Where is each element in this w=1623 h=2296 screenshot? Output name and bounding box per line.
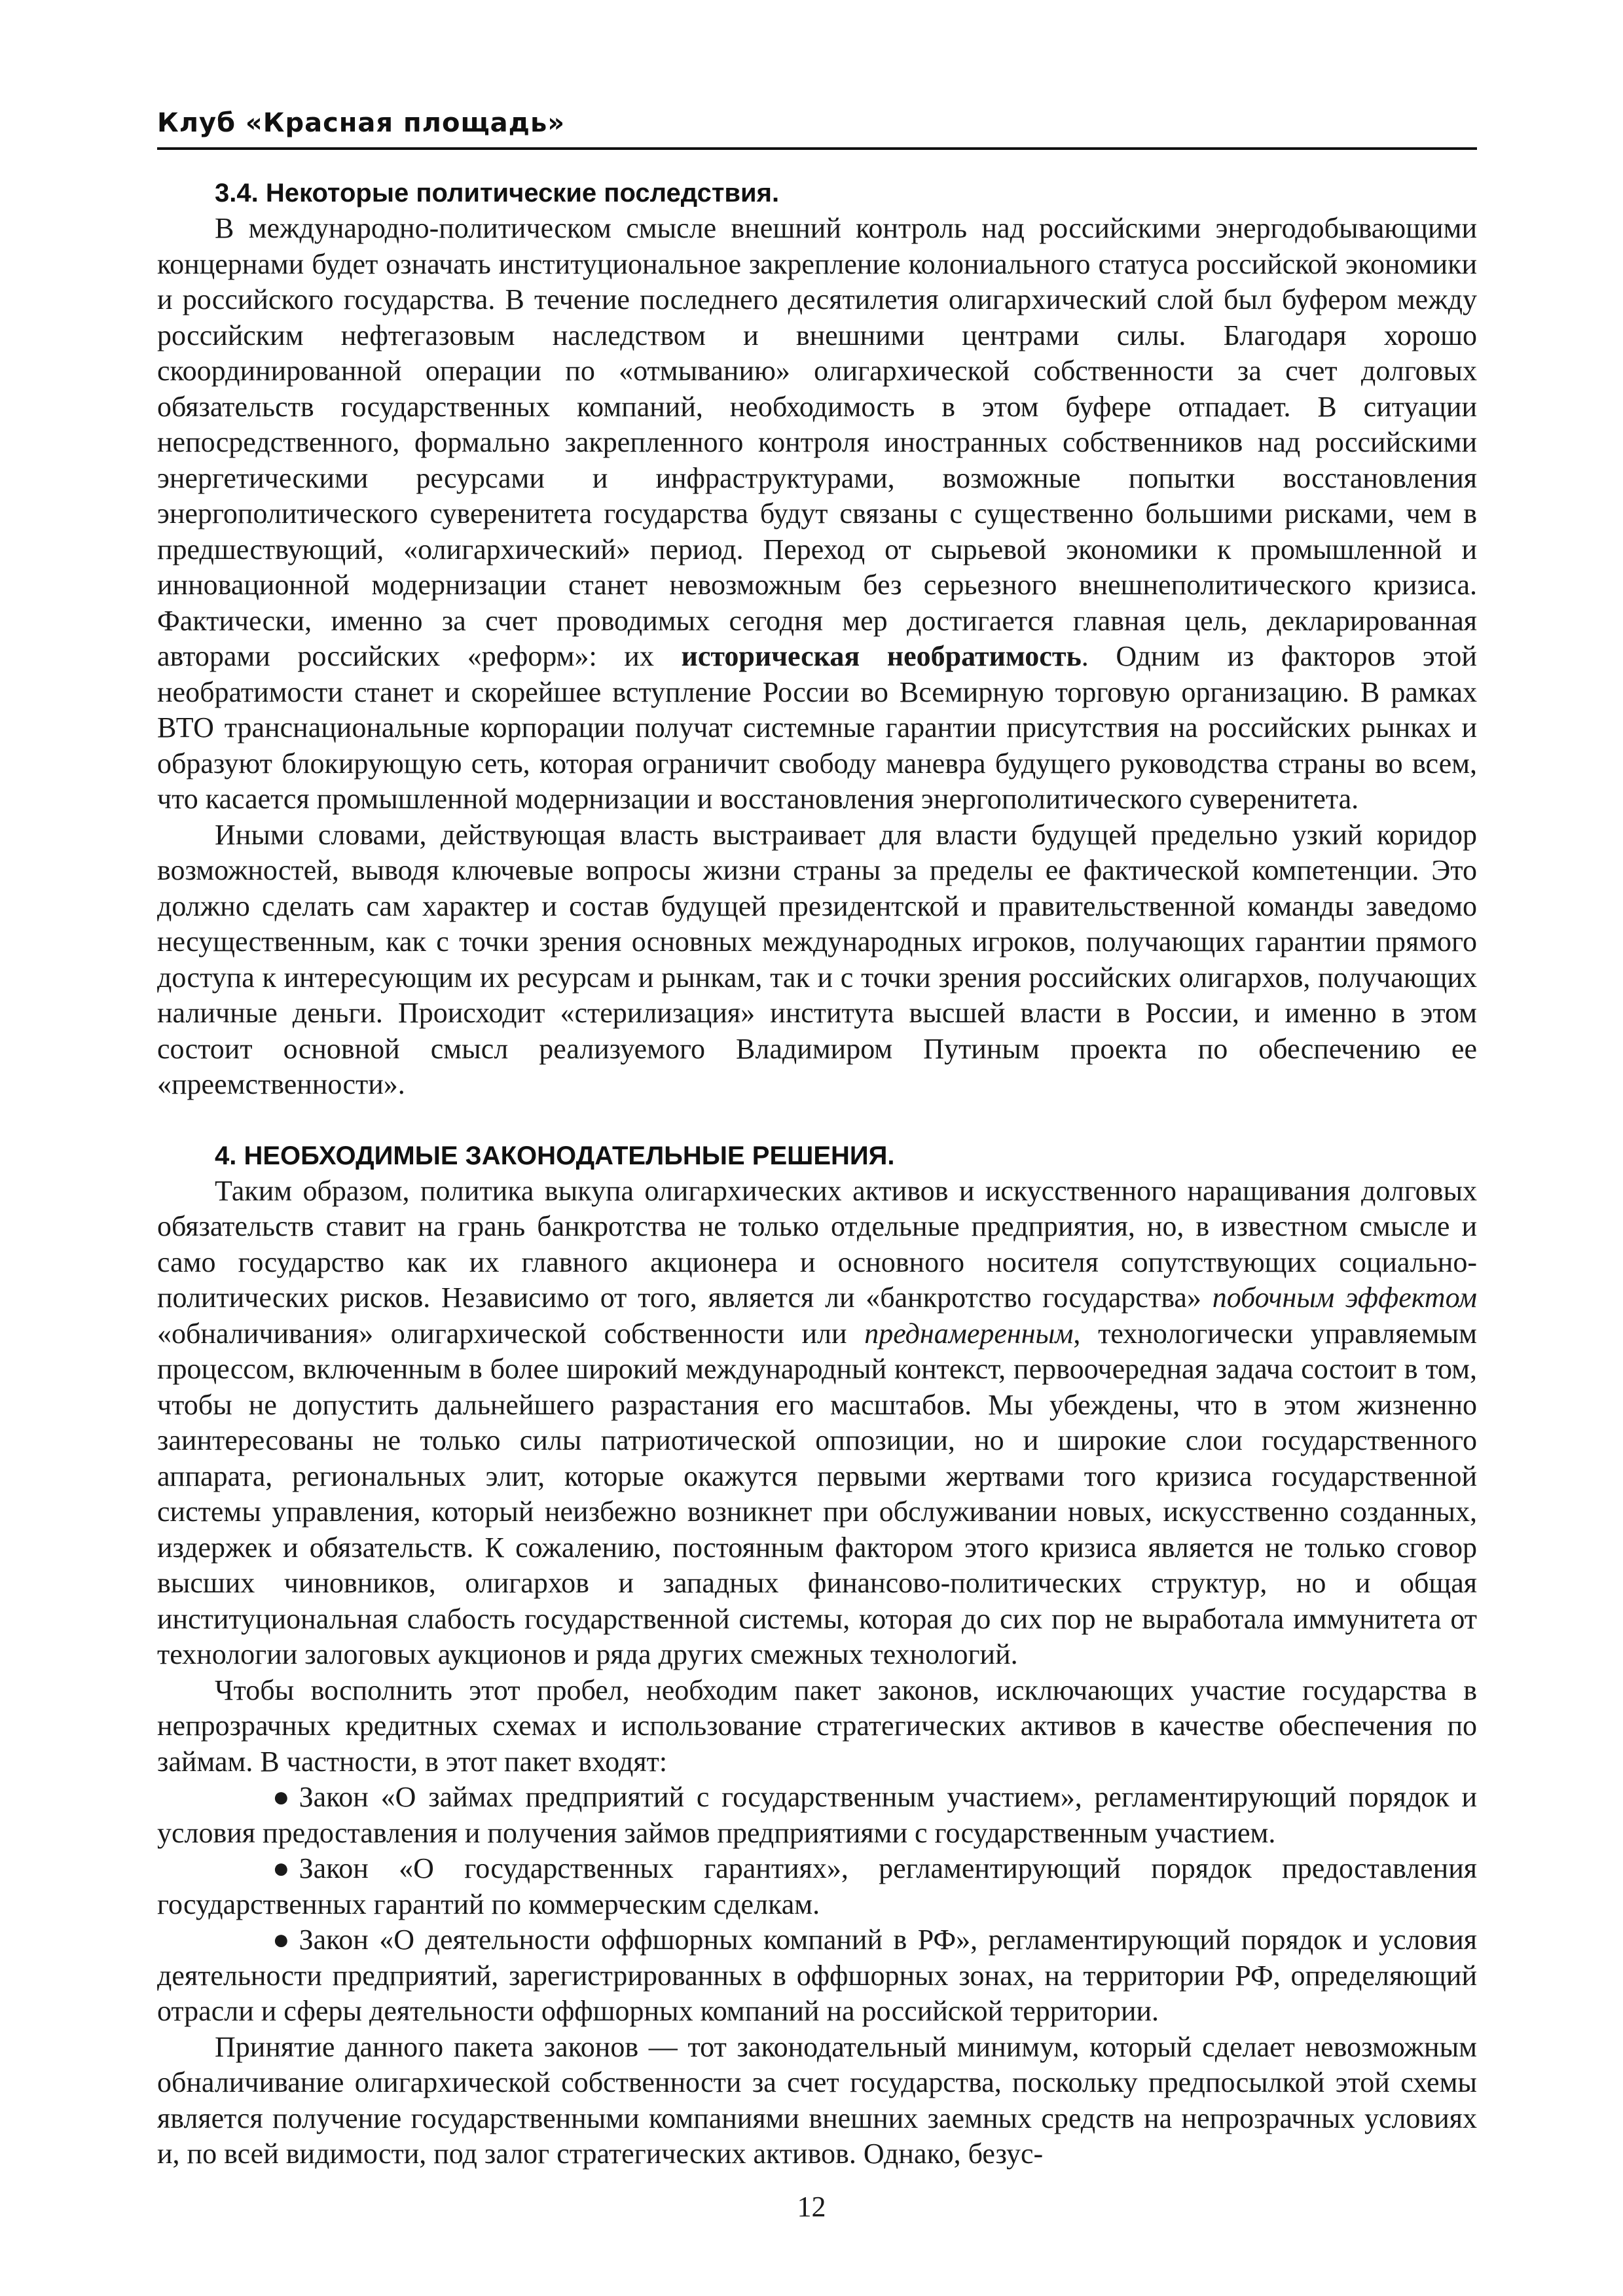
bullet-icon: ● xyxy=(272,1852,290,1884)
paragraph: Принятие данного пакета законов — тот законодательный минимум, который сделает невозможным обналичивание олигархической собственности за счет государства, поскольку предпосылкой этой схемы является получение государственными компаниями внешних заемных средств на непрозрачных условиях и, по всей видимости, под залог стратегических активов. Однако, безус- xyxy=(157,2030,1477,2170)
bullet-text: Закон «О государственных гарантиях», регламентирующий порядок предоставления государственных гарантий по коммерческим сделкам. xyxy=(157,1852,1477,1920)
bullet-icon: ● xyxy=(272,1781,290,1813)
italic-term: преднамеренным xyxy=(864,1317,1074,1350)
bullet-icon: ● xyxy=(272,1924,290,1956)
bold-term: историческая необратимость xyxy=(681,640,1082,672)
paragraph-text: , технологически управляемым процессом, включенным в более широкий международный контекст, первоочередная задача состоит в том, чтобы не допустить дальнейшего разрастания его масштабов. Мы убеждены, что в этом жизненно заинтересованы не только силы патриотической оппозиции, но и широкие слои государственного аппарата, региональных элит, которые окажутся первыми жертвами того кризиса государственной системы управления, который неизбежно возникнет при обслуживании новых, искусственно созданных, издержек и обязательств. К сожалению, постоянным фактором этого кризиса является не только сговор высших чиновников, олигархов и западных финансово-политических структур, но и общая институциональная слабость государственной системы, которая до сих пор не выработала иммунитета от технологии залоговых аукционов и ряда других смежных технологий. xyxy=(157,1317,1477,1670)
paragraph-text: . Одним из факторов этой необратимости станет и скорейшее вступление России во Всемирную торговую организацию. В рамках ВТО транснациональные корпорации получат системные гарантии присутствия на российских рынках и образуют блокирующую сеть, которая ограничит свободу маневра будущего руководства страны во всем, что касается промышленной модернизации и восстановления энергополитического суверенитета. xyxy=(157,640,1477,815)
paragraph: Иными словами, действующая власть выстраивает для власти будущей предельно узкий коридор возможностей, выводя ключевые вопросы жизни страны за пределы ее фактической компетенции. Это должно сделать сам характер и состав будущей президентской и правительственной команды заведомо несущественным, как с точки зрения основных международных игроков, получающих гарантии прямого доступа к интересующим их ресурсам и рынкам, так и с точки зрения российских олигархов, получающих наличные деньги. Происходит «стерилизация» института высшей власти в России, и именно в этом состоит основной смысл реализуемого Владимиром Путиным проекта по обеспечению ее «преемственности». xyxy=(157,818,1477,1100)
page-body xyxy=(157,175,1477,2172)
paragraph-text: Таким образом, политика выкупа олигархических активов и искусственного наращивания долговых обязательств ставит на грань банкротства не только отдельные предприятия, но, в известном смысле и само государство как их главного акционера и основного носителя сопутствующих социально-политических рисков. Независимо от того, является ли «банкротство государства» xyxy=(157,1174,1477,1314)
paragraph: Чтобы восполнить этот пробел, необходим пакет законов, исключающих участие государства в непрозрачных кредитных схемах и использование стратегических активов в качестве обеспечения по займам. В частности, в этот пакет входят: xyxy=(157,1674,1477,1778)
bullet-text: Закон «О деятельности оффшорных компаний в РФ», регламентирующий порядок и условия деятельности предприятий, зарегистрированных в оффшорных зонах, на территории РФ, определяющий отрасли и сферы деятельности оффшорных компаний на российской территории. xyxy=(157,1924,1477,2027)
header-rule xyxy=(157,147,1477,150)
paragraph-text: В международно-политическом смысле внешний контроль над российскими энергодобывающими концернами будет означать институциональное закрепление колониального статуса российской экономики и российского государства. В течение последнего десятилетия олигархический слой был буфером между российским нефтегазовым наследством и внешними центрами силы. Благодаря хорошо скоординированной операции по «отмыванию» олигархической собственности за счет долговых обязательств государственных компаний, необходимость в этом буфере отпадает. В ситуации непосредственного, формально закрепленного контроля иностранных собственников над российскими энергетическими ресурсами и инфраструктурами, возможные попытки восстановления энергополитического суверенитета государства будут связаны с существенно большими рисками, чем в предшествующий, «олигархический» период. Переход от сырьевой экономики к промышленной и инновационной модернизации станет невозможным без серьезного внешнеполитического кризиса. Фактически, именно за счет проводимых сегодня мер достигается главная цель, декларированная авторами российских «реформ»: их xyxy=(157,212,1477,672)
bullet-item xyxy=(157,1922,1477,2030)
section-heading-4: 4. НЕОБХОДИМЫЕ ЗАКОНОДАТЕЛЬНЫЕ РЕШЕНИЯ. xyxy=(215,1141,895,1170)
paragraph-text: «обналичивания» олигархической собственности или xyxy=(157,1317,865,1350)
bullet-text: Закон «О займах предприятий с государственным участием», регламентирующий порядок и условия предоставления и получения займов предприятиями с государственным участием. xyxy=(157,1781,1477,1849)
paragraph xyxy=(157,211,1477,817)
paragraph xyxy=(157,1174,1477,1673)
bullet-item xyxy=(157,1780,1477,1851)
subsection-heading-3-4: 3.4. Некоторые политические последствия. xyxy=(215,179,780,207)
page-number: 12 xyxy=(797,2191,826,2223)
running-header-title: Клуб «Красная площадь» xyxy=(157,108,566,138)
italic-term: побочным эффектом xyxy=(1212,1282,1477,1314)
bullet-item xyxy=(157,1851,1477,1922)
